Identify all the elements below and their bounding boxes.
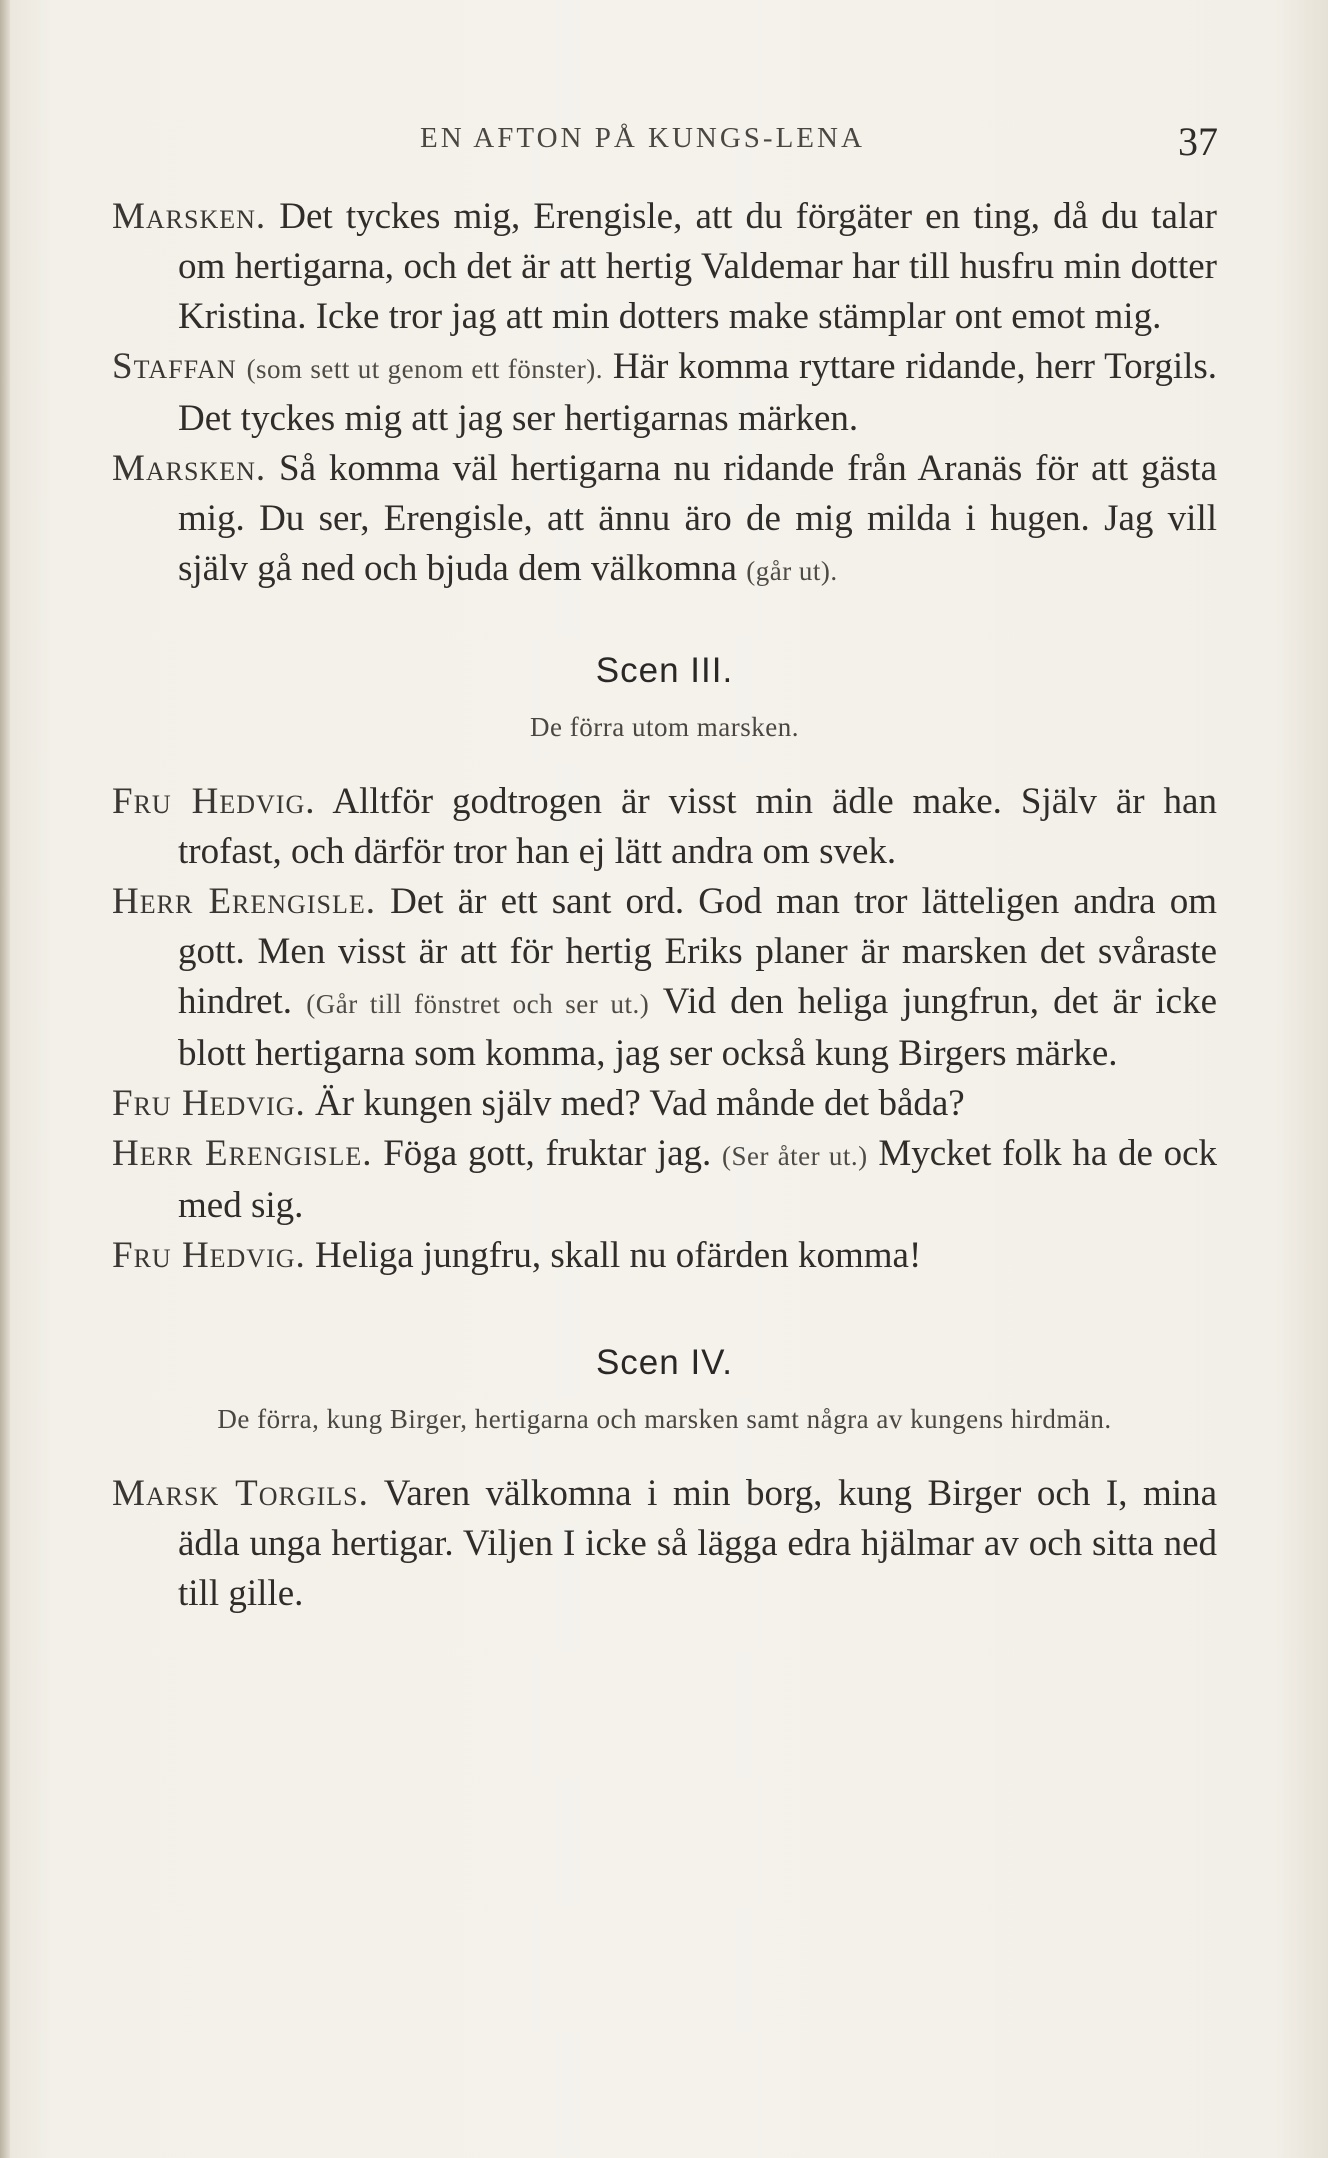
speech-text: Här komma ryttare ridande, herr Torgils. Det tyckes mig att jag ser hertigarnas märken. <box>178 346 1218 439</box>
speech-herr-erengisle <box>112 877 1217 1079</box>
speaker-name: Fru Hedvig. <box>112 1235 306 1276</box>
page-body <box>112 192 1217 1619</box>
speaker-name: Fru Hedvig. <box>112 1083 306 1124</box>
speech-text: Vid den heliga jungfrun, det är icke blott hertigarna som komma, jag ser också kung Birgers märke. <box>178 981 1218 1074</box>
scene-description: De förra utom marsken. <box>530 712 799 742</box>
scene-heading: Scen IV. <box>595 1343 734 1382</box>
speech-marsken <box>112 444 1217 596</box>
scene-heading: Scen III. <box>595 651 734 690</box>
speech-text: Mycket folk ha de ock med sig. <box>178 1133 1218 1226</box>
speaker-name: Marsk Torgils. <box>112 1473 369 1514</box>
speaker-name: Fru Hedvig. <box>112 781 316 822</box>
speech-text: Föga gott, fruktar jag. <box>383 1133 712 1174</box>
speech-text: Är kungen själv med? Vad månde det båda? <box>315 1083 965 1124</box>
stage-direction: (Ser åter ut.) <box>722 1141 868 1171</box>
speech-text: Det tyckes mig, Erengisle, att du förgäter en ting, då du talar om hertigarna, och det är att hertig Valdemar har till husfru min dotter Kristina. Icke tror jag att min dotters make stämplar ont emot mig. <box>178 196 1217 337</box>
stage-direction: (Går till fönstret och ser ut.) <box>306 989 650 1019</box>
speaker-name: Herr Erengisle. <box>112 1133 373 1174</box>
speaker-name: Staffan <box>112 346 237 387</box>
page-spine-edge <box>0 0 10 2158</box>
speech-staffan <box>112 342 1217 444</box>
speech-fru-hedvig <box>112 777 1217 877</box>
stage-direction: (som sett ut genom ett fönster). <box>246 354 603 384</box>
speech-text: Det är ett sant ord. God man tror lätteligen andra om gott. Men visst är att för hertig Eriks planer är marsken det svåraste hindret. <box>178 881 1218 1022</box>
speech-herr-erengisle <box>112 1129 1217 1231</box>
speech-text: Så komma väl hertigarna nu ridande från Aranäs för att gästa mig. Du ser, Erengisle, att ännu äro de mig milda i hugen. Jag vill själv gå ned och bjuda dem välkomna <box>178 448 1217 589</box>
speech-fru-hedvig <box>112 1079 1217 1129</box>
speech-text: Varen välkomna i min borg, kung Birger och I, mina ädla unga hertigar. Viljen I icke så lägga edra hjälmar av och sitta ned till gille. <box>178 1473 1217 1614</box>
speaker-name: Marsken. <box>112 448 267 489</box>
speaker-name: Marsken. <box>112 196 267 237</box>
speaker-name: Herr Erengisle. <box>112 881 376 922</box>
page-header <box>0 118 1328 178</box>
speech-fru-hedvig <box>112 1231 1217 1281</box>
speech-text: Heliga jungfru, skall nu ofärden komma! <box>315 1235 922 1276</box>
running-title: EN AFTON PÅ KUNGS-LENA <box>420 122 865 154</box>
scene-description: De förra, kung Birger, hertigarna och marsken samt några av kungens hirdmän. <box>217 1404 1112 1434</box>
stage-direction: (går ut). <box>746 556 838 586</box>
speech-text: Alltför godtrogen är visst min ädle make. Själv är han trofast, och därför tror han ej lätt andra om svek. <box>178 781 1217 872</box>
speech-marsk-torgils <box>112 1469 1217 1619</box>
page-number: 37 <box>1178 119 1218 164</box>
speech-marsken <box>112 192 1217 342</box>
